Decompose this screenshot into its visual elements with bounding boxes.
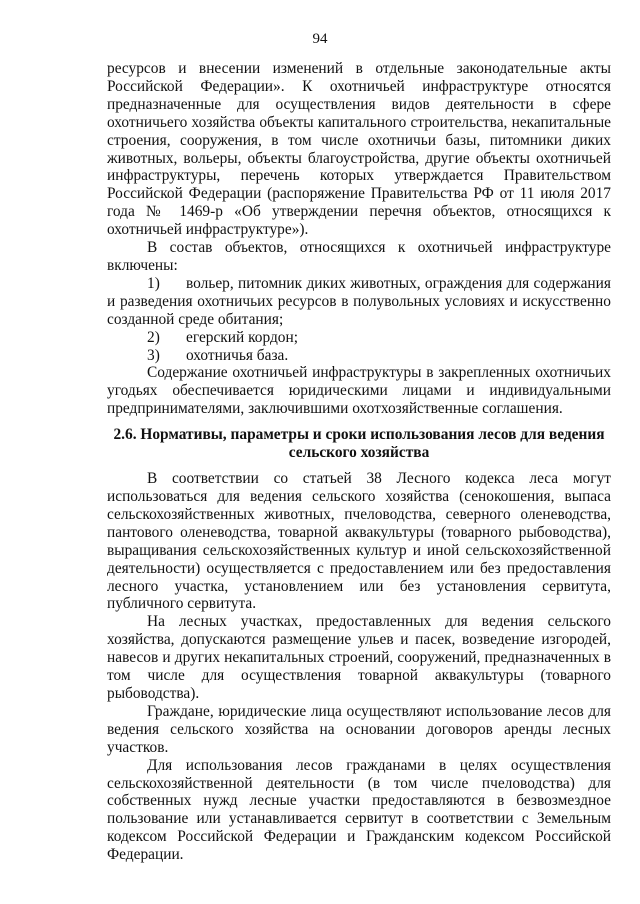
paragraph-hunting-infrastructure: ресурсов и внесении изменений в отдельные законодательные акты Российской Федерации». К охотничьей инфраструктуре относятся предназначенные для осуществления видов деятельности в сфере охотничьего хозяйства объекты капитального строительства, некапитальные строения, сооружения, в том числе охотничьи базы, питомники диких животных, вольеры, объекты благоустройства, другие объекты охотничьей инфраструктуры, перечень которых утверждается Правительством Российской Федерации (распоряжение Правительства РФ от 11 июля 2017 года № 1469-р «Об утверждении перечня объектов, относящихся к охотничьей инфраструктуре»).: [107, 60, 611, 239]
list-item-number: 1): [147, 274, 160, 292]
list-item: [107, 347, 611, 365]
paragraph-free-use: Для использования лесов гражданами в целях осуществления сельскохозяйственной деятельности (в том числе пчеловодства) для собственных нужд лесные участки предоставляются в безвозмездное пользование или устанавливается сервитут в соответствии с Земельным кодексом Российской Федерации и Гражданским кодексом Российской Федерации.: [107, 756, 611, 864]
page-body: [107, 60, 611, 864]
list-item-number: 2): [147, 328, 160, 346]
list-item: [107, 329, 611, 347]
section-heading: 2.6. Нормативы, параметры и сроки использования лесов для ведения сельского хозяйства: [113, 426, 605, 461]
list-item-text: охотничья база.: [186, 346, 289, 364]
paragraph-objects-included: В состав объектов, относящихся к охотничьей инфраструктуре включены:: [107, 239, 611, 274]
list-item-text: егерский кордон;: [186, 328, 299, 346]
list-item: [107, 275, 611, 329]
paragraph-article-38: В соответствии со статьей 38 Лесного кодекса леса могут использоваться для ведения сельского хозяйства (сенокошения, выпаса сельскохозяйственных животных, пчеловодства, северного оленеводства, пантового оленеводства, товарной аквакультуры (товарного рыбоводства), выращивания сельскохозяйственных культур и иной сельскохозяйственной деятельности) осуществляется с предоставлением или без предоставления лесного участка, установлением или без установления сервитута, публичного сервитута.: [107, 470, 611, 613]
page-number: 94: [312, 31, 328, 47]
paragraph-lease-agreements: Граждане, юридические лица осуществляют использование лесов для ведения сельского хозяйства на основании договоров аренды лесных участков.: [107, 702, 611, 756]
paragraph-beehives-fences: На лесных участках, предоставленных для ведения сельского хозяйства, допускаются размещение ульев и пасек, возведение изгородей, навесов и других некапитальных строений, сооружений, предназначенных в том числе для осуществления товарной аквакультуры (товарного рыбоводства).: [107, 613, 611, 702]
paragraph-infrastructure-maintenance: Содержание охотничьей инфраструктуры в закрепленных охотничьих угодьях обеспечивается юридическими лицами и индивидуальными предпринимателями, заключившими охотхозяйственные соглашения.: [107, 364, 611, 418]
list-item-number: 3): [147, 346, 160, 364]
list-item-text: вольер, питомник диких животных, ограждения для содержания и разведения охотничьих ресурсов в полувольных условиях и искусственно созданной среде обитания;: [107, 274, 611, 328]
